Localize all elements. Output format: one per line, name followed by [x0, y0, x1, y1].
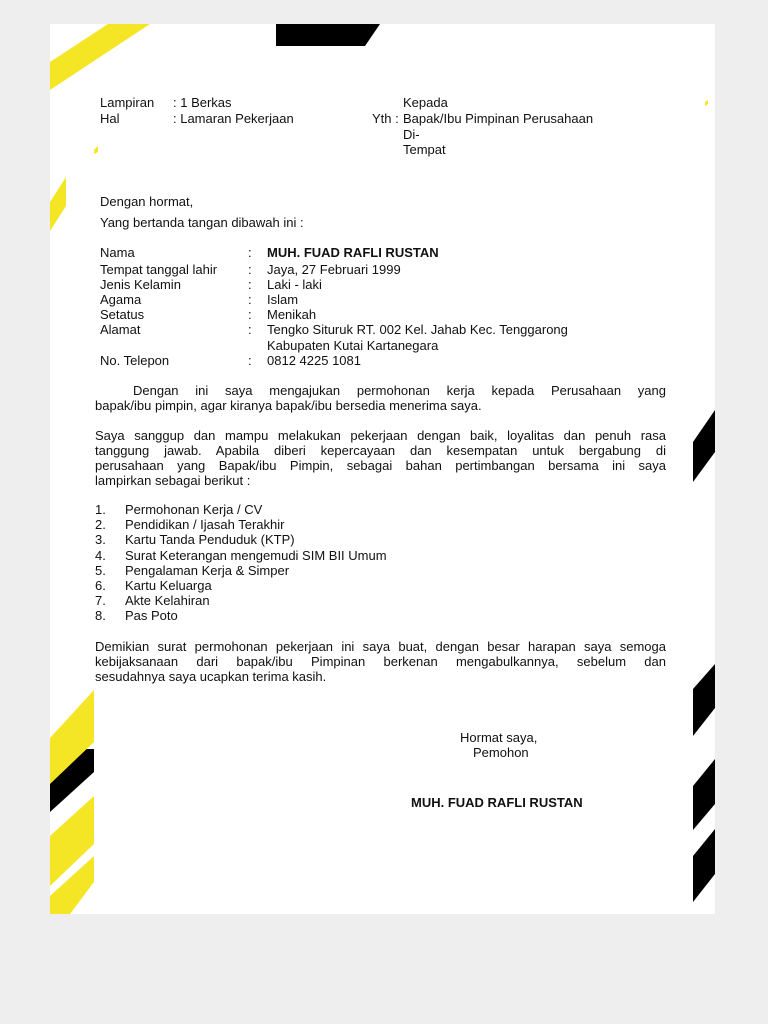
paragraph-line: Dengan ini saya mengajukan permohonan kerja kepada Perusahaan yang: [133, 383, 666, 398]
black-stripe-right-1: [693, 410, 715, 482]
identity-label: Agama: [100, 292, 142, 307]
identity-colon: :: [248, 353, 252, 368]
paragraph-line: bapak/ibu pimpin, agar kiranya bapak/ibu bersedia menerima saya.: [95, 398, 482, 413]
identity-colon: :: [248, 277, 252, 292]
list-label: Pengalaman Kerja & Simper: [125, 562, 290, 578]
identity-value: Tengko Situruk RT. 002 Kel. Jahab Kec. Tenggarong: [267, 322, 568, 337]
list-number: 3.: [95, 532, 106, 548]
yth-label: Yth :: [372, 111, 399, 126]
paragraph-line: lampirkan sebagai berikut :: [95, 473, 251, 488]
black-tab-top: [276, 24, 380, 46]
list-label: Kartu Tanda Penduduk (KTP): [125, 532, 295, 548]
list-label: Surat Keterangan mengemudi SIM BII Umum: [125, 547, 387, 563]
identity-colon: :: [248, 262, 252, 277]
hal-label: Hal: [100, 111, 120, 126]
identity-colon: :: [248, 322, 252, 337]
identity-colon: :: [248, 307, 252, 322]
list-label: Pas Poto: [125, 608, 178, 624]
yellow-dot-right: [705, 100, 708, 106]
list-number: 4.: [95, 547, 106, 563]
paragraph-line: kebijaksanaan dari bapak/ibu Pimpinan berkenan mengabulkannya, sebelum dan: [95, 654, 666, 669]
identity-value: Islam: [267, 292, 299, 307]
yellow-stripe-left-1: [50, 177, 66, 231]
paragraph-line: perusahaan yang Bapak/ibu Pimpin, sebagai bahan pertimbangan bersama ini saya: [95, 458, 666, 473]
identity-value-line2: Kabupaten Kutai Kartanegara: [267, 338, 439, 353]
signature-role: Pemohon: [473, 745, 529, 760]
black-stripe-right-2: [693, 664, 715, 736]
list-number: 2.: [95, 517, 106, 533]
list-number: 7.: [95, 593, 106, 609]
identity-label: No. Telepon: [100, 353, 170, 368]
list-label: Pendidikan / Ijasah Terakhir: [125, 517, 285, 533]
yellow-stripe-top-left: [50, 24, 150, 90]
list-label: Permohonan Kerja / CV: [125, 502, 263, 517]
paragraph-line: Saya sanggup dan mampu melakukan pekerjaan dengan baik, loyalitas dan penuh rasa: [95, 428, 666, 443]
list-number: 6.: [95, 577, 106, 593]
paragraph-line: sesudahnya saya ucapkan terima kasih.: [95, 669, 327, 684]
identity-value: Menikah: [267, 307, 317, 322]
list-number: 5.: [95, 562, 106, 578]
identity-name-value: MUH. FUAD RAFLI RUSTAN: [267, 245, 439, 260]
intro-text: Yang bertanda tangan dibawah ini :: [100, 215, 304, 230]
kepada-label: Kepada: [403, 95, 448, 110]
identity-value: Jaya, 27 Februari 1999: [267, 262, 401, 277]
lampiran-label: Lampiran: [100, 95, 155, 110]
black-stripe-right-3: [693, 759, 715, 830]
yellow-dot-left: [94, 146, 98, 154]
black-stripe-right-4: [693, 829, 715, 902]
recipient: Bapak/Ibu Pimpinan Perusahaan: [403, 111, 594, 126]
list-number: 1.: [95, 502, 106, 517]
list-label: Akte Kelahiran: [125, 593, 210, 609]
identity-label: Jenis Kelamin: [100, 277, 181, 292]
paragraph-line: tanggung jawab. Apabila diberi kepercayaan dan kesempatan untuk bergabung di: [95, 443, 666, 458]
identity-colon: :: [248, 292, 252, 307]
identity-label: Alamat: [100, 322, 141, 337]
paragraph-line: Demikian surat permohonan pekerjaan ini saya buat, dengan besar harapan saya semoga: [95, 639, 666, 654]
identity-label: Nama: [100, 245, 135, 260]
letter-page: [50, 24, 715, 914]
lampiran-value: : 1 Berkas: [173, 95, 232, 110]
identity-label: Setatus: [100, 307, 145, 322]
signature-greeting: Hormat saya,: [460, 730, 538, 745]
signature-name: MUH. FUAD RAFLI RUSTAN: [411, 795, 583, 810]
identity-value: 0812 4225 1081: [267, 353, 361, 368]
salutation: Dengan hormat,: [100, 194, 194, 209]
list-number: 8.: [95, 608, 106, 624]
list-label: Kartu Keluarga: [125, 577, 212, 593]
hal-value: : Lamaran Pekerjaan: [173, 111, 294, 126]
tempat-label: Tempat: [403, 142, 446, 157]
identity-value: Laki - laki: [267, 277, 322, 292]
identity-colon: :: [248, 245, 252, 260]
di-label: Di-: [403, 127, 420, 142]
identity-label: Tempat tanggal lahir: [100, 262, 218, 277]
